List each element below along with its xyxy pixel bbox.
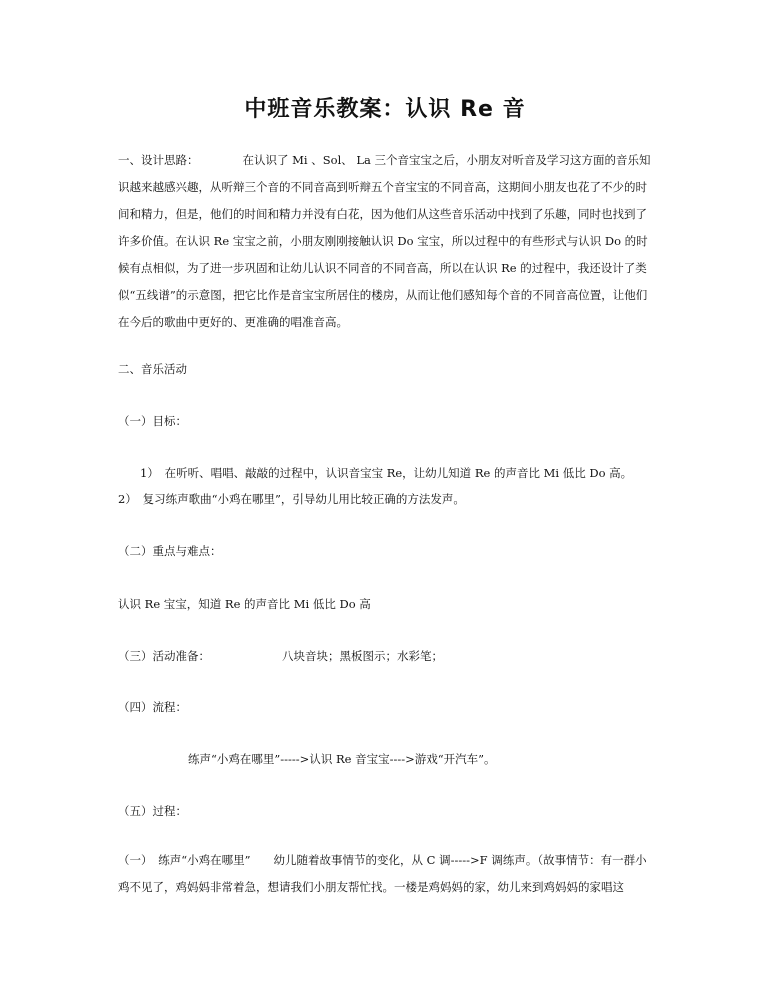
music-activity-heading: 二、音乐活动 [118,362,187,376]
design-heading: 一、设计思路： [118,153,199,167]
goal-item-1: 1） 在听听、唱唱、敲敲的过程中，认识音宝宝 Re，让幼儿知道 Re 的声音比 Mi 低比 Do 高。 [140,466,633,480]
flow-heading: （四）流程： [118,700,187,714]
process-body: （一） 练声“小鸡在哪里” 幼儿随着故事情节的变化，从 C 调----->F 调练声。（故事情节：有一群小鸡不见了，鸡妈妈非常着急，想请我们小朋友帮忙找。一楼是鸡妈妈的家，幼儿来到鸡妈妈的家唱这 [118,853,647,894]
design-section [118,147,658,336]
prep-body: 八块音块；黑板图示；水彩笔； [282,649,443,663]
goals-heading: （一）目标： [118,414,187,428]
keypoints-body: 认识 Re 宝宝，知道 Re 的声音比 Mi 低比 Do 高 [118,597,371,611]
process-heading: （五）过程： [118,804,187,818]
flow-body: 练声“小鸡在哪里”----->认识 Re 音宝宝---->游戏“开汽车”。 [188,752,496,766]
prep-heading: （三）活动准备： [118,649,210,663]
keypoints-heading: （二）重点与难点： [118,544,222,558]
title-suffix: 音 [493,96,526,122]
title-prefix: 中班音乐教案：认识 [244,96,461,122]
document-title [0,92,770,123]
title-latin: Re [460,97,494,122]
design-body: 在认识了 Mi 、Sol、 La 三个音宝宝之后，小朋友对听音及学习这方面的音乐知识越来越感兴趣，从听辩三个音的不同音高到听辩五个音宝宝的不同音高，这期间小朋友也花了不少的时间和精力，但是，他们的时间和精力并没有白花，因为他们从这些音乐活动中找到了乐趣，同时也找到了许多价值。在认识 Re 宝宝之前，小朋友刚刚接触认识 Do 宝宝，所以过程中的有些形式与认识 Do 的时候有点相似，为了进一步巩固和让幼儿认识不同音的不同音高，所以在认识 Re 的过程中，我还设计了类似“五线谱”的示意图，把它比作是音宝宝所居住的楼房，从而让他们感知每个音的不同音高位置，让他们在今后的歌曲中更好的、更准确的唱准音高。 [118,153,651,329]
goal-item-2: 2） 复习练声歌曲“小鸡在哪里”，引导幼儿用比较正确的方法发声。 [118,492,465,506]
